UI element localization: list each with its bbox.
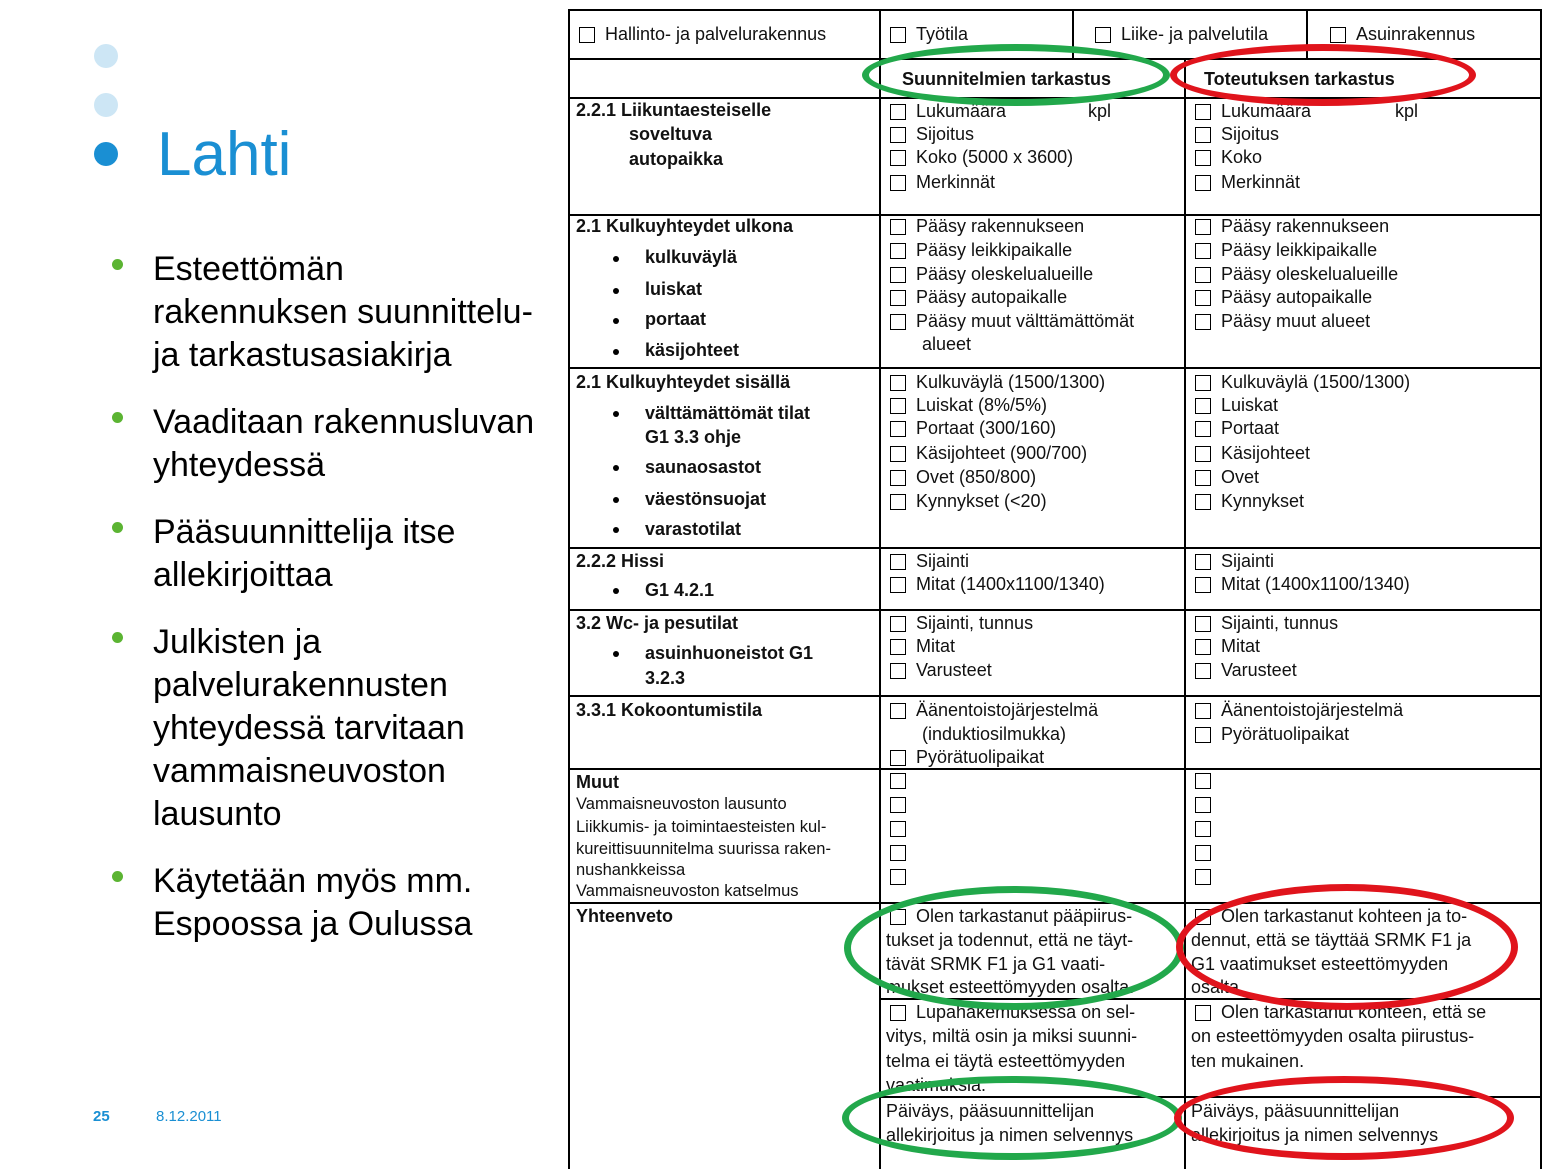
check-label: Merkinnät	[1221, 172, 1301, 192]
checkbox[interactable]	[1330, 27, 1346, 43]
checkbox[interactable]	[890, 219, 906, 235]
summary-line: Olen tarkastanut pääpiirus-	[916, 906, 1133, 926]
sub-bullet	[613, 651, 619, 657]
section-heading: Muut	[576, 772, 619, 792]
bullet-dot	[112, 871, 123, 882]
checkbox[interactable]	[890, 470, 906, 486]
checkbox[interactable]	[890, 869, 906, 885]
building-type: Liike- ja palvelutila	[1121, 24, 1269, 44]
sub-bullet	[613, 288, 619, 294]
building-type: Asuinrakennus	[1356, 24, 1476, 44]
checkbox[interactable]	[1195, 663, 1211, 679]
check-label: Mitat (1400x1100/1340)	[916, 574, 1105, 594]
checkbox[interactable]	[890, 290, 906, 306]
row-divider	[570, 547, 1540, 549]
title-bullet-dot	[94, 142, 118, 166]
checkbox[interactable]	[1195, 446, 1211, 462]
check-label: Lukumäärä	[916, 101, 1007, 121]
checkbox[interactable]	[890, 703, 906, 719]
unit-label: kpl	[1088, 101, 1112, 121]
checkbox[interactable]	[890, 773, 906, 789]
sub-bullet	[613, 411, 619, 417]
check-label: Mitat (1400x1100/1340)	[1221, 574, 1410, 594]
sub-bullet	[613, 318, 619, 324]
unit-label: kpl	[1395, 101, 1419, 121]
slide-date: 8.12.2011	[156, 1108, 222, 1125]
sub-item: välttämättömät tilat	[645, 403, 811, 423]
summary-line: G1 vaatimukset esteettömyyden	[1191, 954, 1449, 974]
checkbox[interactable]	[1095, 27, 1111, 43]
checkbox[interactable]	[1195, 616, 1211, 632]
sub-item: käsijohteet	[645, 340, 740, 360]
summary-line: vitys, miltä osin ja miksi suunni-	[886, 1026, 1138, 1046]
checkbox[interactable]	[1195, 845, 1211, 861]
row-divider	[570, 695, 1540, 697]
checkbox[interactable]	[1195, 639, 1211, 655]
check-label: Koko	[1221, 147, 1263, 167]
other-line: nushankkeissa	[576, 861, 686, 879]
section-heading: 3.3.1 Kokoontumistila	[576, 700, 763, 720]
check-label: Sijoitus	[916, 124, 975, 144]
bullet-text: Pääsuunnittelija itse allekirjoittaa	[153, 513, 456, 594]
row-divider	[570, 768, 1540, 770]
checkbox[interactable]	[890, 1005, 906, 1021]
bullet-item	[108, 401, 538, 487]
check-label: Sijainti, tunnus	[916, 613, 1034, 633]
checkbox[interactable]	[890, 398, 906, 414]
checkbox[interactable]	[1195, 375, 1211, 391]
bullet-dot	[112, 522, 123, 533]
sub-item: luiskat	[645, 279, 703, 299]
page-number: 25	[93, 1108, 110, 1125]
checkbox[interactable]	[1195, 398, 1211, 414]
check-label: Luiskat	[1221, 395, 1279, 415]
summary-line: mukset esteettömyyden osalta.	[886, 977, 1135, 997]
checkbox[interactable]	[1195, 267, 1211, 283]
summary-line: ten mukainen.	[1191, 1051, 1305, 1071]
check-label: Koko (5000 x 3600)	[916, 147, 1074, 167]
bullet-dot	[112, 632, 123, 643]
sub-item: 3.2.3	[645, 668, 686, 688]
check-label: Pyörätuolipaikat	[1221, 724, 1350, 744]
highlight-ring-green	[862, 44, 1170, 106]
checkbox[interactable]	[890, 314, 906, 330]
check-label: Äänentoistojärjestelmä	[916, 700, 1099, 720]
sub-bullet	[613, 588, 619, 594]
check-label: Varusteet	[916, 660, 992, 680]
section-heading: 2.1 Kulkuyhteydet sisällä	[576, 372, 791, 392]
summary-line: tukset ja todennut, että ne täyt-	[886, 930, 1134, 950]
check-label: Pääsy leikkipaikalle	[916, 240, 1073, 260]
check-label: Varusteet	[1221, 660, 1297, 680]
slide-title: Lahti	[157, 120, 292, 189]
sub-item: G1 4.2.1	[645, 580, 715, 600]
checkbox[interactable]	[1195, 797, 1211, 813]
signature-line: Päiväys, pääsuunnittelijan	[1191, 1101, 1400, 1121]
check-label: Käsijohteet	[1221, 443, 1311, 463]
check-label: Käsijohteet (900/700)	[916, 443, 1088, 463]
row-divider	[570, 367, 1540, 369]
signature-line: allekirjoitus ja nimen selvennys	[1191, 1125, 1439, 1145]
checkbox[interactable]	[1195, 290, 1211, 306]
bullet-list	[108, 248, 538, 970]
highlight-ring-red	[1170, 44, 1476, 106]
section-heading: 2.1 Kulkuyhteydet ulkona	[576, 216, 794, 236]
checkbox[interactable]	[1195, 1005, 1211, 1021]
sub-item: asuinhuoneistot G1	[645, 643, 814, 663]
check-label: Pääsy rakennukseen	[1221, 216, 1390, 236]
checkbox[interactable]	[1195, 314, 1211, 330]
checkbox[interactable]	[890, 577, 906, 593]
check-label: Pääsy oleskelualueille	[916, 264, 1094, 284]
checkbox[interactable]	[890, 845, 906, 861]
checkbox[interactable]	[1195, 470, 1211, 486]
check-label: Merkinnät	[916, 172, 996, 192]
bullet-text: Käytetään myös mm. Espoossa ja Oulussa	[153, 862, 473, 943]
checkbox[interactable]	[890, 639, 906, 655]
checkbox[interactable]	[1195, 554, 1211, 570]
summary-line: telma ei täytä esteettömyyden	[886, 1051, 1126, 1071]
summary-line: osalta.	[1191, 977, 1245, 997]
building-type: Työtila	[916, 24, 969, 44]
checkbox[interactable]	[1195, 150, 1211, 166]
sub-item: G1 3.3 ohje	[645, 427, 742, 447]
checkbox[interactable]	[890, 821, 906, 837]
check-label-cont: (induktiosilmukka)	[922, 724, 1067, 744]
bullet-item	[108, 248, 538, 377]
sub-item: portaat	[645, 309, 707, 329]
bullet-text: Esteettömän rakennuksen suunnittelu- ja tarkastusasiakirja	[153, 250, 533, 374]
check-label: Kynnykset (<20)	[916, 491, 1047, 511]
check-label: Pääsy muut välttämättömät	[916, 311, 1135, 331]
decor-dot-1	[94, 44, 118, 68]
col-header-impl: Toteutuksen tarkastus	[1204, 69, 1395, 89]
highlight-ring-red	[1174, 1076, 1514, 1160]
sub-bullet	[613, 527, 619, 533]
summary-line: Olen tarkastanut kohteen ja to-	[1221, 906, 1468, 926]
check-label: Kulkuväylä (1500/1300)	[916, 372, 1106, 392]
section-heading: soveltuva	[629, 124, 713, 144]
section-heading: autopaikka	[629, 149, 724, 169]
signature-line: Päiväys, pääsuunnittelijan	[886, 1101, 1095, 1121]
signature-line: allekirjoitus ja nimen selvennys	[886, 1125, 1134, 1145]
check-label: Sijainti	[916, 551, 970, 571]
sub-bullet	[613, 349, 619, 355]
check-label: Ovet	[1221, 467, 1260, 487]
summary-line: Lupahakemuksessa on sel-	[916, 1002, 1136, 1022]
check-label: Pyörätuolipaikat	[916, 747, 1045, 767]
summary-line: tävät SRMK F1 ja G1 vaati-	[886, 954, 1106, 974]
decor-dot-2	[94, 93, 118, 117]
summary-line: on esteettömyyden osalta piirustus-	[1191, 1026, 1475, 1046]
other-line: Liikkumis- ja toimintaesteisten kul-	[576, 818, 827, 836]
checkbox[interactable]	[1195, 577, 1211, 593]
checkbox[interactable]	[1195, 494, 1211, 510]
sub-bullet	[613, 256, 619, 262]
bullet-text: Julkisten ja palvelurakennusten yhteydessä tarvitaan vammaisneuvoston lausunto	[153, 623, 465, 833]
col-divider	[879, 11, 881, 1169]
check-label: Kynnykset	[1221, 491, 1305, 511]
section-heading: Yhteenveto	[576, 906, 674, 926]
checkbox[interactable]	[890, 375, 906, 391]
check-label: Sijainti	[1221, 551, 1275, 571]
checkbox[interactable]	[890, 494, 906, 510]
row-divider	[570, 609, 1540, 611]
check-label: Portaat (300/160)	[916, 418, 1057, 438]
bullet-item	[108, 621, 538, 836]
summary-line: vaatimuksia.	[886, 1075, 987, 1095]
summary-line: Olen tarkastanut kohteen, että se	[1221, 1002, 1487, 1022]
checkbox[interactable]	[1195, 727, 1211, 743]
checkbox[interactable]	[890, 150, 906, 166]
check-label: Sijainti, tunnus	[1221, 613, 1339, 633]
sub-item: kulkuväylä	[645, 247, 738, 267]
highlight-ring-green	[842, 1076, 1182, 1160]
other-line: Vammaisneuvoston lausunto	[576, 795, 787, 813]
checkbox[interactable]	[890, 175, 906, 191]
checkbox[interactable]	[1195, 127, 1211, 143]
check-label: Pääsy rakennukseen	[916, 216, 1085, 236]
checkbox[interactable]	[890, 554, 906, 570]
checkbox[interactable]	[890, 127, 906, 143]
checkbox[interactable]	[1195, 175, 1211, 191]
checkbox[interactable]	[890, 27, 906, 43]
checkbox[interactable]	[890, 446, 906, 462]
bullet-item	[108, 860, 538, 946]
check-label: Mitat	[916, 636, 956, 656]
checkbox[interactable]	[1195, 104, 1211, 120]
check-label: Pääsy muut alueet	[1221, 311, 1371, 331]
bullet-dot	[112, 412, 123, 423]
check-label: Mitat	[1221, 636, 1261, 656]
check-label: Luiskat (8%/5%)	[916, 395, 1048, 415]
section-heading: 3.2 Wc- ja pesutilat	[576, 613, 739, 633]
bullet-text: Vaaditaan rakennusluvan yhteydessä	[153, 403, 535, 484]
bullet-item	[108, 511, 538, 597]
check-label-cont: alueet	[922, 334, 972, 354]
checkbox[interactable]	[1195, 821, 1211, 837]
checkbox[interactable]	[1195, 773, 1211, 789]
summary-line: dennut, että se täyttää SRMK F1 ja	[1191, 930, 1472, 950]
check-label: Kulkuväylä (1500/1300)	[1221, 372, 1411, 392]
checkbox[interactable]	[890, 663, 906, 679]
highlight-ring-red	[1176, 884, 1518, 1010]
checkbox[interactable]	[579, 27, 595, 43]
sub-bullet	[613, 497, 619, 503]
check-label: Lukumäärä	[1221, 101, 1312, 121]
checkbox[interactable]	[890, 267, 906, 283]
check-label: Äänentoistojärjestelmä	[1221, 700, 1404, 720]
checkbox[interactable]	[890, 243, 906, 259]
col-header-design: Suunnitelmien tarkastus	[902, 69, 1112, 89]
sub-bullet	[613, 465, 619, 471]
section-heading: 2.2.2 Hissi	[576, 551, 665, 571]
check-label: Pääsy leikkipaikalle	[1221, 240, 1378, 260]
checkbox[interactable]	[890, 616, 906, 632]
checkbox[interactable]	[890, 104, 906, 120]
checkbox[interactable]	[890, 750, 906, 766]
sub-item: varastotilat	[645, 519, 742, 539]
other-line: kureittisuunnitelma suurissa raken-	[576, 840, 831, 858]
bullet-dot	[112, 259, 123, 270]
checkbox[interactable]	[1195, 703, 1211, 719]
checkbox[interactable]	[1195, 243, 1211, 259]
check-label: Sijoitus	[1221, 124, 1280, 144]
sub-item: saunaosastot	[645, 457, 762, 477]
highlight-ring-green	[844, 886, 1184, 1010]
checkbox[interactable]	[1195, 421, 1211, 437]
check-label: Pääsy oleskelualueille	[1221, 264, 1399, 284]
other-line: Vammaisneuvoston katselmus	[576, 882, 799, 900]
checkbox[interactable]	[1195, 869, 1211, 885]
check-label: Pääsy autopaikalle	[1221, 287, 1373, 307]
section-heading: 2.2.1 Liikuntaesteiselle	[576, 100, 772, 120]
check-label: Pääsy autopaikalle	[916, 287, 1068, 307]
checkbox[interactable]	[1195, 219, 1211, 235]
checkbox[interactable]	[890, 421, 906, 437]
col-divider	[1184, 58, 1186, 1169]
sub-item: väestönsuojat	[645, 489, 767, 509]
check-label: Portaat	[1221, 418, 1280, 438]
check-label: Ovet (850/800)	[916, 467, 1037, 487]
building-type: Hallinto- ja palvelurakennus	[605, 24, 827, 44]
checkbox[interactable]	[890, 797, 906, 813]
